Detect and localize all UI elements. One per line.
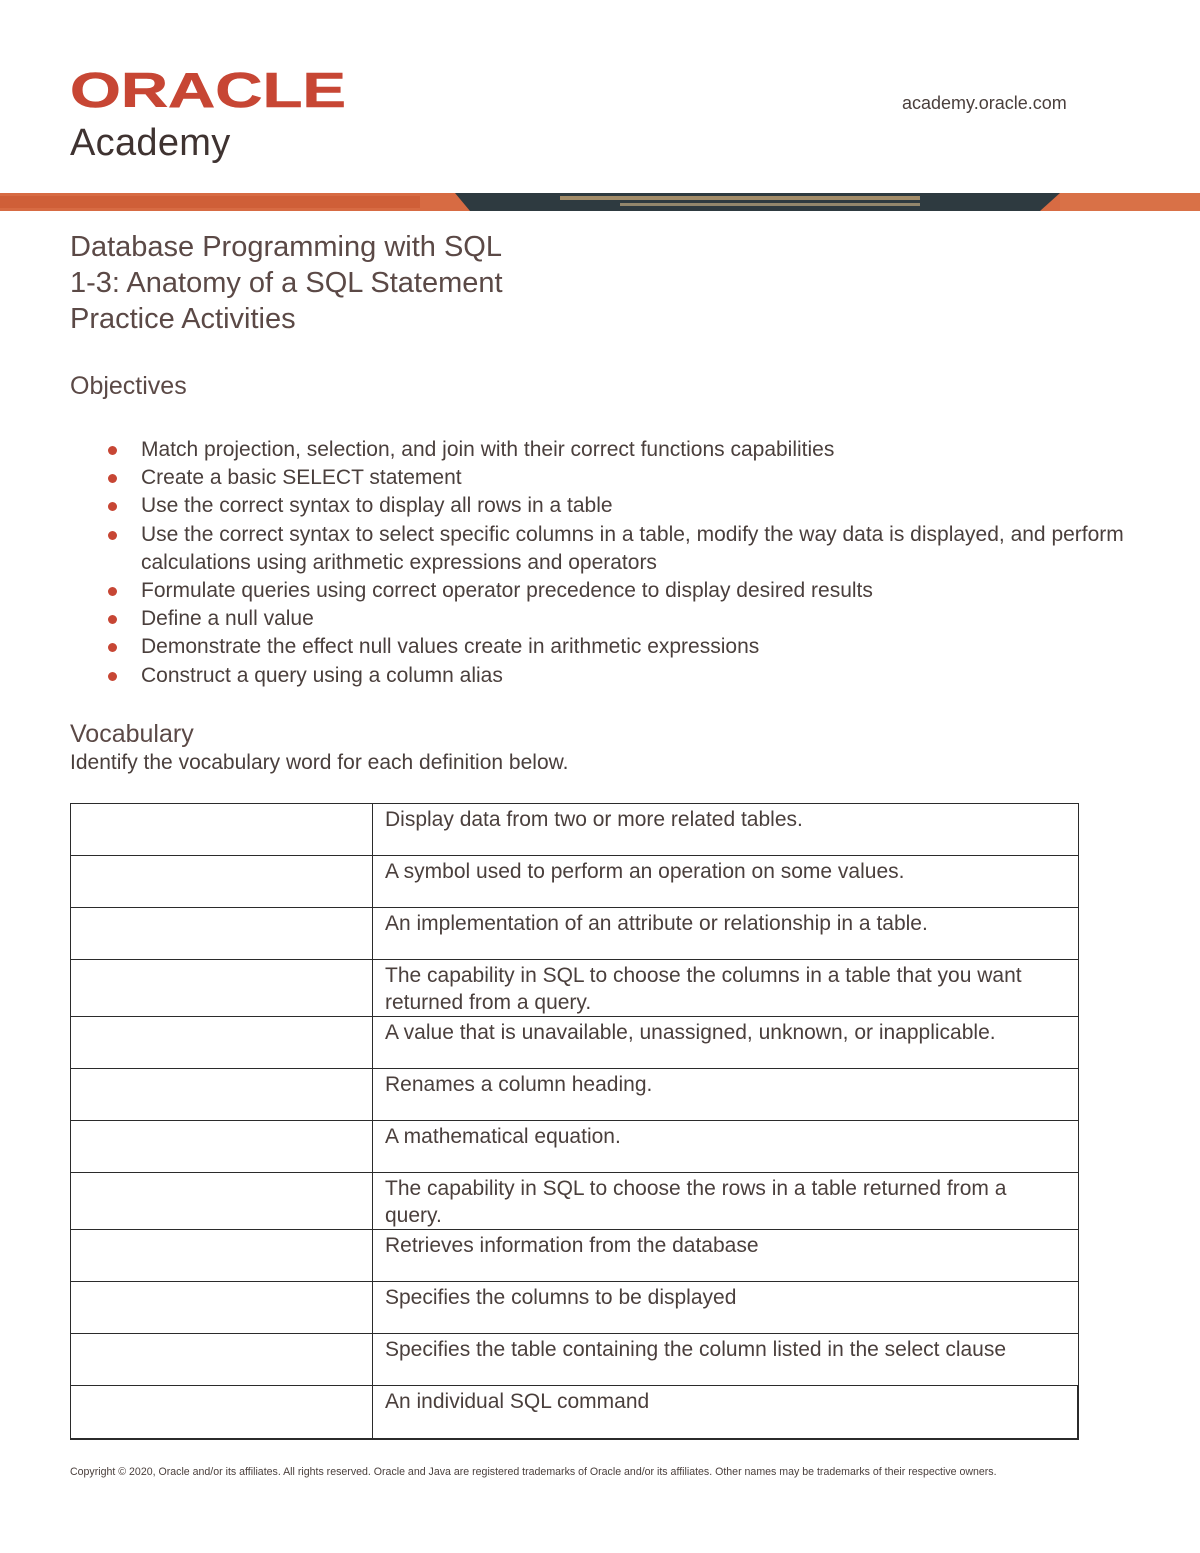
table-row xyxy=(71,1230,1079,1282)
objectives-heading: Objectives xyxy=(70,372,187,400)
objective-text: Use the correct syntax to select specific columns in a table, modify the way data is displayed, and perform calculations using arithmetic expressions and operators xyxy=(141,522,1124,574)
definition-cell: Renames a column heading. xyxy=(373,1069,1079,1121)
table-row xyxy=(71,1173,1079,1230)
definition-cell: The capability in SQL to choose the rows in a table returned from a query. xyxy=(373,1173,1079,1230)
objectives-list xyxy=(104,436,1134,690)
table-row xyxy=(71,804,1079,856)
table-row xyxy=(71,856,1079,908)
bullet-icon xyxy=(108,643,117,652)
bullet-icon xyxy=(108,531,117,540)
objective-item xyxy=(104,521,1134,577)
term-answer-cell[interactable] xyxy=(71,908,373,960)
academy-subtitle: Academy xyxy=(70,122,231,164)
term-answer-cell[interactable] xyxy=(71,1173,373,1230)
table-row xyxy=(71,1017,1079,1069)
document-title xyxy=(70,229,503,337)
objective-text: Create a basic SELECT statement xyxy=(141,466,462,490)
term-answer-cell[interactable] xyxy=(71,1017,373,1069)
site-url[interactable]: academy.oracle.com xyxy=(902,93,1067,113)
bullet-icon xyxy=(108,615,117,624)
vocabulary-instruction: Identify the vocabulary word for each definition below. xyxy=(70,751,569,774)
oracle-logo-text: ORACLE xyxy=(70,66,346,116)
objective-item xyxy=(104,464,1134,492)
table-row xyxy=(71,960,1079,1017)
table-row xyxy=(71,1282,1079,1334)
banner-gold-line-1 xyxy=(560,196,920,200)
copyright-footer: Copyright © 2020, Oracle and/or its affiliates. All rights reserved. Oracle and Java are registered trademarks of Oracle and/or its affiliates. Other names may be trademarks of their respective owners. xyxy=(70,1466,997,1478)
objective-item xyxy=(104,492,1134,520)
term-answer-cell[interactable] xyxy=(71,804,373,856)
oracle-logo-graphic xyxy=(70,66,360,116)
bullet-icon xyxy=(108,587,117,596)
definition-cell: Retrieves information from the database xyxy=(373,1230,1079,1282)
objective-text: Define a null value xyxy=(141,607,314,631)
vocabulary-table xyxy=(70,803,1079,1440)
table-row xyxy=(71,908,1079,960)
banner-dark-band xyxy=(455,193,1060,211)
bullet-icon xyxy=(108,672,117,681)
objective-item xyxy=(104,436,1134,464)
objective-text: Use the correct syntax to display all rows in a table xyxy=(141,494,613,518)
course-title: Database Programming with SQL xyxy=(70,231,502,263)
term-answer-cell[interactable] xyxy=(71,1386,373,1439)
table-row xyxy=(71,1386,1079,1439)
definition-cell: A symbol used to perform an operation on some values. xyxy=(373,856,1079,908)
bullet-icon xyxy=(108,446,117,455)
term-answer-cell[interactable] xyxy=(71,1282,373,1334)
term-answer-cell[interactable] xyxy=(71,1069,373,1121)
table-row xyxy=(71,1121,1079,1173)
objective-text: Match projection, selection, and join with their correct functions capabilities xyxy=(141,438,835,461)
definition-cell: A mathematical equation. xyxy=(373,1121,1079,1173)
activity-title: Practice Activities xyxy=(70,303,296,335)
term-answer-cell[interactable] xyxy=(71,1230,373,1282)
banner-texture-left xyxy=(0,196,420,208)
vocabulary-heading: Vocabulary xyxy=(70,720,194,748)
bullet-icon xyxy=(108,502,117,511)
objective-text: Formulate queries using correct operator precedence to display desired results xyxy=(141,579,873,603)
table-row xyxy=(71,1334,1079,1386)
term-answer-cell[interactable] xyxy=(71,960,373,1017)
objective-text: Demonstrate the effect null values create in arithmetic expressions xyxy=(141,635,760,659)
definition-cell: A value that is unavailable, unassigned, unknown, or inapplicable. xyxy=(373,1017,1079,1069)
term-answer-cell[interactable] xyxy=(71,856,373,908)
term-answer-cell[interactable] xyxy=(71,1121,373,1173)
banner-right xyxy=(1060,193,1200,211)
definition-cell: Display data from two or more related tables. xyxy=(373,804,1079,856)
term-answer-cell[interactable] xyxy=(71,1334,373,1386)
definition-cell: An implementation of an attribute or relationship in a table. xyxy=(373,908,1079,960)
bullet-icon xyxy=(108,474,117,483)
header-banner-stripe xyxy=(0,193,1200,211)
definition-cell: An individual SQL command xyxy=(373,1386,1079,1439)
banner-gold-line-2 xyxy=(620,203,920,206)
objective-item xyxy=(104,633,1134,661)
definition-cell: Specifies the columns to be displayed xyxy=(373,1282,1079,1334)
definition-cell: The capability in SQL to choose the columns in a table that you want returned from a query. xyxy=(373,960,1079,1017)
definition-cell: Specifies the table containing the column listed in the select clause xyxy=(373,1334,1079,1386)
oracle-academy-logo xyxy=(70,66,360,166)
lesson-title: 1-3: Anatomy of a SQL Statement xyxy=(70,267,503,299)
objective-item xyxy=(104,662,1134,690)
table-row xyxy=(71,1069,1079,1121)
objective-text: Construct a query using a column alias xyxy=(141,663,503,687)
objective-item xyxy=(104,605,1134,633)
objective-item xyxy=(104,577,1134,605)
